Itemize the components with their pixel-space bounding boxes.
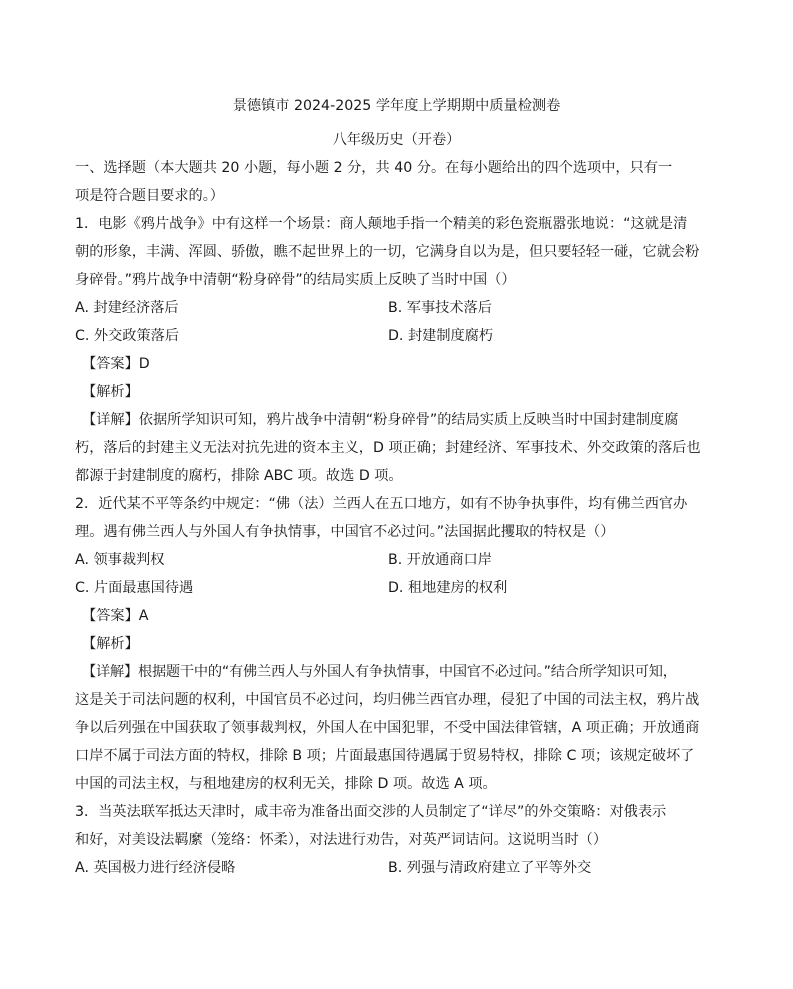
q1-option-b: B. 军事技术落后 [388, 300, 492, 316]
q2-detail-line-5: 中国的司法主权，与租地建房的权利无关，排除 D 项。故选 A 项。 [75, 776, 497, 792]
q1-answer: 【答案】D [82, 356, 150, 372]
q2-answer: 【答案】A [82, 608, 149, 624]
q2-options-row-1 [75, 546, 715, 574]
q1-option-a: A. 封建经济落后 [75, 300, 179, 316]
q2-detail-line-1: 【详解】根据题干中的“有佛兰西人与外国人有争执情事，中国官不必过问。”结合所学知识可知， [82, 664, 677, 680]
q2-options-row-2 [75, 574, 715, 602]
q1-options-row-1 [75, 294, 715, 322]
section-heading-line-1: 一、选择题（本大题共 20 小题，每小题 2 分，共 40 分。在每小题给出的四个选项中，只有一 [75, 160, 673, 176]
q1-stem-line-1: 1．电影《鸦片战争》中有这样一个场景：商人颠地手指一个精美的彩色瓷瓶嚣张地说：“这就是清 [75, 216, 688, 232]
q3-stem-line-2: 和好，对美设法羁縻（笼络：怀柔），对法进行劝告，对英严词诘问。这说明当时（） [75, 832, 608, 848]
q3-option-a: A. 英国极力进行经济侵略 [75, 860, 236, 876]
exam-subtitle: 八年级历史（开卷） [332, 132, 461, 148]
q2-option-a: A. 领事裁判权 [75, 552, 165, 568]
q2-option-c: C. 片面最惠国待遇 [75, 580, 194, 596]
q2-stem-line-1: 2．近代某不平等条约中规定：“佛（法）兰西人在五口地方，如有不协争执事件，均有佛兰西官办 [75, 496, 688, 512]
q2-stem-line-2: 理。遇有佛兰西人与外国人有争执情事，中国官不必过问。”法国据此攫取的特权是（） [75, 524, 615, 540]
q1-stem-line-2: 朝的形象，丰满、浑圆、骄傲，瞧不起世界上的一切，它满身自以为是，但只要轻轻一碰，它就会粉 [75, 244, 700, 260]
q1-option-d: D. 封建制度腐朽 [388, 328, 494, 344]
q1-options-row-2 [75, 322, 715, 350]
q2-detail-line-3: 争以后列强在中国获取了领事裁判权，外国人在中国犯罪，不受中国法律管辖，A 项正确；开放通商 [75, 720, 700, 736]
q1-detail-line-3: 都源于封建制度的腐朽，排除 ABC 项。故选 D 项。 [75, 468, 403, 484]
q1-detail-line-1: 【详解】依据所学知识可知，鸦片战争中清朝“粉身碎骨”的结局实质上反映当时中国封建制度腐 [82, 412, 679, 428]
q1-analysis-label: 【解析】 [82, 384, 139, 400]
q1-detail-line-2: 朽，落后的封建主义无法对抗先进的资本主义，D 项正确；封建经济、军事技术、外交政策的落后也 [75, 440, 701, 456]
exam-title: 景德镇市 2024-2025 学年度上学期期中质量检测卷 [232, 98, 561, 114]
q2-detail-line-4: 口岸不属于司法方面的特权，排除 B 项；片面最惠国待遇属于贸易特权，排除 C 项；该规定破坏了 [75, 748, 695, 764]
q2-detail-line-2: 这是关于司法问题的权利，中国官员不必过问，均归佛兰西官办理，侵犯了中国的司法主权，鸦片战 [75, 692, 700, 708]
q3-option-b: B. 列强与清政府建立了平等外交 [388, 860, 592, 876]
q1-stem-line-3: 身碎骨。”鸦片战争中清朝“粉身碎骨”的结局实质上反映了当时中国（） [75, 272, 516, 288]
q2-analysis-label: 【解析】 [82, 636, 139, 652]
q3-stem-line-1: 3．当英法联军抵达天津时，咸丰帝为准备出面交涉的人员制定了“详尽”的外交策略：对俄表示 [75, 804, 667, 820]
q2-option-b: B. 开放通商口岸 [388, 552, 492, 568]
section-heading-line-2: 项是符合题目要求的。） [75, 188, 224, 204]
q3-options-row-1 [75, 854, 715, 882]
exam-body [75, 154, 715, 882]
q1-option-c: C. 外交政策落后 [75, 328, 180, 344]
q2-option-d: D. 租地建房的权利 [388, 580, 508, 596]
